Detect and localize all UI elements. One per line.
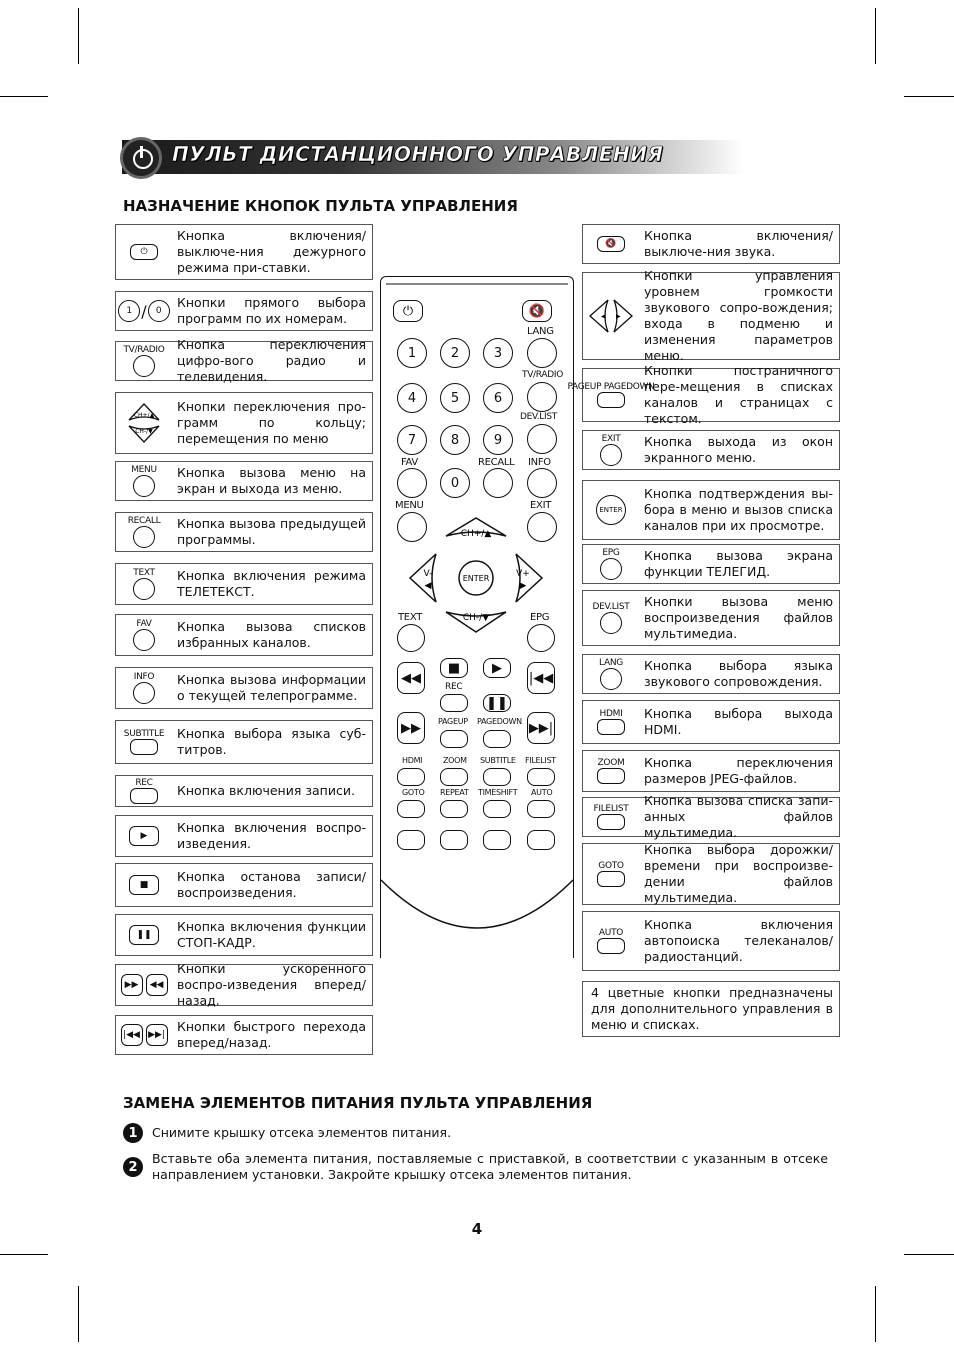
left-legend-box bbox=[115, 1015, 373, 1055]
remote-label-pageup: PAGEUP bbox=[438, 717, 468, 726]
fast-forward-rewind-icon: ▶▶ ◀◀ bbox=[121, 974, 168, 996]
legend-text: Кнопки ускоренного воспро-изведения вперед/назад. bbox=[177, 961, 366, 1008]
remote-label-pagedown: PAGEDOWN bbox=[477, 717, 522, 726]
button-label: TV/RADIO bbox=[123, 345, 165, 355]
left-legend-box bbox=[115, 224, 373, 280]
remote-label-epg: EPG bbox=[530, 612, 550, 623]
button-label: EXIT bbox=[601, 434, 621, 444]
round-button-icon bbox=[133, 475, 155, 497]
remote-rewind-button: ◀◀ bbox=[397, 662, 425, 694]
left-legend-box bbox=[115, 667, 373, 709]
svg-text:CH+/▲: CH+/▲ bbox=[133, 412, 155, 419]
legend-icon bbox=[116, 1016, 172, 1054]
power-icon bbox=[120, 137, 162, 179]
left-legend-box bbox=[115, 337, 373, 384]
right-legend-box bbox=[582, 544, 840, 584]
left-legend-box bbox=[115, 914, 373, 956]
remote-label-hdmi: HDMI bbox=[402, 756, 423, 765]
legend-icon bbox=[116, 965, 172, 1005]
button-label: HDMI bbox=[599, 709, 623, 719]
remote-label-exit: EXIT bbox=[530, 500, 552, 511]
remote-nav-cluster bbox=[406, 514, 546, 644]
oval-button-icon bbox=[597, 392, 625, 408]
remote-pagedown-button bbox=[483, 730, 511, 748]
remote-epg-button bbox=[527, 624, 555, 652]
legend-text: Кнопка выбора языка звукового сопровождения. bbox=[644, 658, 833, 689]
svg-text:▶: ▶ bbox=[616, 313, 621, 320]
left-legend-box bbox=[115, 863, 373, 907]
legend-icon bbox=[567, 369, 655, 421]
right-legend-box bbox=[582, 793, 840, 840]
remote-function-button bbox=[527, 768, 555, 786]
legend-text: Кнопка включения режима ТЕЛЕТЕКСТ. bbox=[177, 568, 366, 599]
right-legend-box bbox=[582, 654, 840, 694]
remote-label-tvradio: TV/RADIO bbox=[522, 370, 564, 380]
legend-icon bbox=[116, 668, 172, 708]
button-label: INFO bbox=[133, 672, 155, 682]
remote-function-button bbox=[397, 768, 425, 786]
legend-text: Кнопка выхода из окон экранного меню. bbox=[644, 434, 833, 465]
remote-label-fav: FAV bbox=[401, 457, 418, 468]
crop-mark bbox=[904, 1254, 954, 1255]
right-legend-box bbox=[582, 430, 840, 470]
svg-text:CH-/▼: CH-/▼ bbox=[135, 428, 153, 435]
legend-icon bbox=[116, 564, 172, 604]
button-label: FAV bbox=[136, 619, 152, 629]
crop-mark bbox=[875, 8, 876, 64]
remote-rec-button bbox=[440, 694, 468, 712]
crop-mark bbox=[904, 96, 954, 97]
round-button-icon bbox=[133, 526, 155, 548]
ch-up-label: CH+/▲ bbox=[460, 529, 492, 539]
left-legend-box bbox=[115, 392, 373, 454]
legend-icon bbox=[116, 393, 172, 453]
round-button-icon bbox=[133, 629, 155, 651]
left-legend-box bbox=[115, 815, 373, 857]
legend-icon bbox=[583, 481, 639, 539]
step-text: Снимите крышку отсека элементов питания. bbox=[152, 1125, 452, 1140]
remote-ff-button: ▶▶ bbox=[397, 712, 425, 744]
remote-power-button: ⏻ bbox=[393, 300, 423, 322]
oval-button-icon bbox=[597, 814, 625, 830]
left-legend-box bbox=[115, 961, 373, 1008]
legend-text: Кнопка переключения размеров JPEG-файлов. bbox=[644, 755, 833, 786]
remote-devlist-button bbox=[527, 424, 557, 454]
step-number: 2 bbox=[123, 1157, 143, 1177]
legend-icon bbox=[116, 864, 172, 906]
page-title: ПУЛЬТ ДИСТАНЦИОННОГО УПРАВЛЕНИЯ bbox=[172, 142, 664, 166]
crop-mark bbox=[0, 96, 48, 97]
legend-text: Кнопка включения воспро-изведения. bbox=[177, 820, 366, 851]
oval-button-icon bbox=[597, 871, 625, 887]
legend-text: Кнопки переключения про-грамм по кольцу; перемещения по меню bbox=[177, 399, 366, 446]
remote-digit-button: 9 bbox=[483, 425, 513, 455]
remote-mute-button: 🔇 bbox=[522, 300, 552, 322]
remote-function-button bbox=[483, 768, 511, 786]
legend-icon bbox=[116, 292, 172, 330]
right-legend-box bbox=[567, 363, 840, 426]
left-arrow-icon: ◀ bbox=[424, 581, 432, 591]
enter-label: ENTER bbox=[462, 574, 490, 583]
remote-info-button bbox=[527, 468, 557, 498]
remote-label-timeshift: TIMESHIFT bbox=[478, 788, 518, 797]
crop-mark bbox=[78, 8, 79, 64]
legend-text: Кнопки быстрого перехода вперед/назад. bbox=[177, 1019, 366, 1050]
right-legend-box bbox=[582, 700, 840, 744]
legend-icon bbox=[583, 591, 639, 645]
remote-label-filelist: FILELIST bbox=[525, 756, 556, 765]
button-label: MENU bbox=[131, 465, 157, 475]
button-label: EPG bbox=[602, 548, 620, 558]
legend-text: 4 цветные кнопки предназначены для дополнительного управления в меню и списках. bbox=[591, 985, 833, 1032]
legend-icon bbox=[583, 798, 639, 836]
remote-pause-button: ❚❚ bbox=[483, 694, 511, 712]
button-label: GOTO bbox=[598, 861, 624, 871]
remote-label-devlist: DEV.LIST bbox=[520, 412, 557, 422]
remote-function-button bbox=[440, 768, 468, 786]
remote-digit-button: 4 bbox=[397, 383, 427, 413]
round-button-icon bbox=[133, 578, 155, 600]
remote-digit-button: 1 bbox=[397, 338, 427, 368]
remote-function-button bbox=[440, 800, 468, 818]
crop-mark bbox=[875, 1286, 876, 1342]
legend-icon bbox=[116, 721, 172, 763]
remote-function-button bbox=[483, 800, 511, 818]
legend-icon bbox=[583, 225, 639, 263]
button-label: FILELIST bbox=[593, 804, 629, 814]
remote-play-button: ▶ bbox=[483, 658, 511, 678]
remote-function-button bbox=[397, 800, 425, 818]
stop-icon: ■ bbox=[129, 875, 159, 895]
legend-text: Кнопка включения записи. bbox=[177, 783, 355, 798]
digit-buttons-icon: 1 / 0 bbox=[118, 300, 169, 322]
legend-text: Кнопка выбора выхода HDMI. bbox=[644, 706, 833, 737]
oval-button-icon bbox=[130, 739, 158, 755]
legend-text: Кнопка включения автопоиска телеканалов/ радиостанций. bbox=[644, 917, 833, 964]
left-legend-box bbox=[115, 614, 373, 656]
enter-icon: ENTER bbox=[596, 495, 626, 525]
left-legend-box bbox=[115, 775, 373, 807]
remote-digit-button: 0 bbox=[440, 468, 470, 498]
channel-up-down-icon bbox=[124, 398, 164, 448]
remote-color-button bbox=[397, 830, 425, 850]
section-title: НАЗНАЧЕНИЕ КНОПОК ПУЛЬТА УПРАВЛЕНИЯ bbox=[123, 197, 518, 215]
legend-icon bbox=[583, 844, 639, 904]
remote-color-button bbox=[527, 830, 555, 850]
left-legend-box bbox=[115, 291, 373, 331]
crop-mark bbox=[0, 1254, 48, 1255]
button-label: PAGEUP PAGEDOWN bbox=[567, 382, 655, 392]
remote-skip-forward-button: ▶▶| bbox=[527, 712, 555, 744]
remote-text-button bbox=[397, 624, 425, 652]
legend-text: Кнопки управления уровнем громкости звукового сопро-вождения; входа в подменю и изменения параметров меню. bbox=[644, 268, 833, 363]
button-label: RECALL bbox=[127, 516, 161, 526]
remote-digit-button: 3 bbox=[483, 338, 513, 368]
remote-label-goto: GOTO bbox=[402, 788, 425, 797]
remote-label-menu: MENU bbox=[395, 500, 424, 511]
remote-digit-button: 2 bbox=[440, 338, 470, 368]
crop-mark bbox=[78, 1286, 79, 1342]
legend-icon bbox=[116, 615, 172, 655]
round-button-icon bbox=[600, 612, 622, 634]
legend-text: Кнопка выбора дорожки/ времени при воспроизве-дении файлов мультимедиа. bbox=[644, 842, 833, 905]
remote-digit-button: 5 bbox=[440, 383, 470, 413]
left-legend-box bbox=[115, 512, 373, 552]
play-icon: ▶ bbox=[129, 826, 159, 846]
legend-icon bbox=[116, 342, 172, 380]
button-label: AUTO bbox=[598, 928, 624, 938]
remote-function-button bbox=[527, 800, 555, 818]
legend-text: Кнопки вызова меню воспроизведения файлов мультимедиа. bbox=[644, 594, 833, 641]
remote-digit-button: 6 bbox=[483, 383, 513, 413]
remote-label-repeat: REPEAT bbox=[440, 788, 469, 797]
legend-text: Кнопка вызова списков избранных каналов. bbox=[177, 619, 366, 650]
legend-icon bbox=[116, 776, 172, 806]
button-label: DEV.LIST bbox=[592, 602, 630, 612]
volume-left-right-icon bbox=[586, 296, 636, 336]
oval-button-icon bbox=[597, 768, 625, 784]
step-number: 1 bbox=[123, 1123, 143, 1143]
legend-icon bbox=[583, 751, 639, 791]
pause-icon: ❚❚ bbox=[129, 925, 159, 945]
legend-icon bbox=[116, 225, 172, 279]
legend-icon bbox=[583, 545, 639, 583]
remote-digit-button: 7 bbox=[397, 425, 427, 455]
left-legend-box bbox=[115, 563, 373, 605]
remote-label-info: INFO bbox=[528, 457, 551, 468]
remote-pageup-button bbox=[440, 730, 468, 748]
remote-label-zoom: ZOOM bbox=[443, 756, 467, 765]
oval-button-icon bbox=[597, 719, 625, 735]
right-legend-box bbox=[582, 750, 840, 792]
remote-label-recall: RECALL bbox=[478, 457, 515, 468]
legend-icon bbox=[583, 431, 639, 469]
legend-icon bbox=[116, 513, 172, 551]
legend-text: Кнопка вызова предыдущей программы. bbox=[177, 516, 366, 547]
button-label: LANG bbox=[599, 658, 623, 668]
legend-icon bbox=[116, 816, 172, 856]
right-legend-box bbox=[582, 911, 840, 971]
legend-text: Кнопка включения/выключе-ния звука. bbox=[644, 228, 833, 259]
step-text: Вставьте оба элемента питания, поставляемые с приставкой, в соответствии с указанным в отсеке направлением установки. Закройте крышку отсека элементов питания. bbox=[152, 1151, 828, 1182]
remote-label-rec: REC bbox=[445, 682, 463, 692]
button-label: TEXT bbox=[133, 568, 155, 578]
legend-text: Кнопка подтверждения вы-бора в меню и вызов списка каналов при их просмотре. bbox=[644, 486, 833, 533]
oval-button-icon bbox=[597, 938, 625, 954]
legend-text: Кнопка вызова экрана функции ТЕЛЕГИД. bbox=[644, 548, 833, 579]
remote-stop-button: ■ bbox=[440, 658, 468, 678]
v-plus-label: V+ bbox=[516, 569, 530, 579]
legend-text: Кнопка вызова информации о текущей телепрограмме. bbox=[177, 672, 366, 703]
round-button-icon bbox=[133, 355, 155, 377]
svg-text:◀: ◀ bbox=[601, 313, 606, 320]
round-button-icon bbox=[600, 668, 622, 690]
remote-label-lang: LANG bbox=[527, 326, 554, 337]
legend-text: Кнопка включения функции СТОП-КАДР. bbox=[177, 919, 366, 950]
right-legend-box bbox=[582, 480, 840, 540]
remote-fav-button bbox=[397, 468, 427, 498]
legend-icon bbox=[116, 462, 172, 500]
legend-text: Кнопка останова записи/ воспроизведения. bbox=[177, 869, 366, 900]
right-legend-box bbox=[582, 224, 840, 264]
round-button-icon bbox=[600, 444, 622, 466]
battery-section-title: ЗАМЕНА ЭЛЕМЕНТОВ ПИТАНИЯ ПУЛЬТА УПРАВЛЕНИЯ bbox=[123, 1094, 593, 1112]
legend-text: Кнопки прямого выбора программ по их номерам. bbox=[177, 295, 366, 326]
remote-label-auto: AUTO bbox=[531, 788, 553, 797]
left-legend-box bbox=[115, 720, 373, 764]
power-icon: ⏻ bbox=[130, 244, 158, 260]
round-button-icon bbox=[600, 558, 622, 580]
remote-label-text: TEXT bbox=[398, 612, 423, 623]
right-arrow-icon: ▶ bbox=[519, 581, 527, 591]
remote-tvradio-button bbox=[527, 382, 557, 412]
oval-button-icon bbox=[130, 788, 158, 804]
legend-icon bbox=[583, 912, 639, 970]
round-button-icon bbox=[133, 682, 155, 704]
remote-lang-button bbox=[527, 338, 557, 368]
right-legend-box bbox=[582, 843, 840, 905]
v-minus-label: V- bbox=[423, 569, 433, 579]
legend-text: Кнопка вызова списка запи-анных файлов мультимедиа. bbox=[644, 793, 833, 840]
remote-color-button bbox=[440, 830, 468, 850]
right-legend-box bbox=[582, 590, 840, 646]
right-legend-box bbox=[582, 981, 840, 1037]
legend-text: Кнопка вызова меню на экран и выхода из меню. bbox=[177, 465, 366, 496]
mute-icon: 🔇 bbox=[597, 236, 625, 252]
legend-text: Кнопка переключения цифро-вого радио и телевидения. bbox=[177, 337, 366, 384]
button-label: ZOOM bbox=[597, 758, 625, 768]
legend-icon bbox=[583, 655, 639, 693]
legend-text: Кнопка выбора языка суб-титров. bbox=[177, 726, 366, 757]
page-number: 4 bbox=[471, 1220, 483, 1238]
legend-text: Кнопки постраничного пере-мещения в списках каналов и страницах с текстом. bbox=[644, 363, 833, 426]
remote-color-button bbox=[483, 830, 511, 850]
remote-label-subtitle: SUBTITLE bbox=[480, 756, 516, 765]
legend-icon bbox=[116, 915, 172, 955]
left-legend-box bbox=[115, 461, 373, 501]
legend-icon bbox=[583, 701, 639, 743]
legend-text: Кнопка включения/выключе-ния дежурного режима при-ставки. bbox=[177, 228, 366, 275]
remote-digit-button: 8 bbox=[440, 425, 470, 455]
ch-down-label: CH-/▼ bbox=[462, 613, 490, 623]
skip-back-forward-icon: |◀◀ ▶▶| bbox=[121, 1024, 168, 1046]
right-legend-box bbox=[582, 268, 840, 363]
legend-icon bbox=[583, 273, 639, 359]
button-label: REC bbox=[135, 778, 153, 788]
remote-recall-button bbox=[483, 468, 513, 498]
remote-skip-back-button: |◀◀ bbox=[527, 662, 555, 694]
button-label: SUBTITLE bbox=[123, 729, 165, 739]
